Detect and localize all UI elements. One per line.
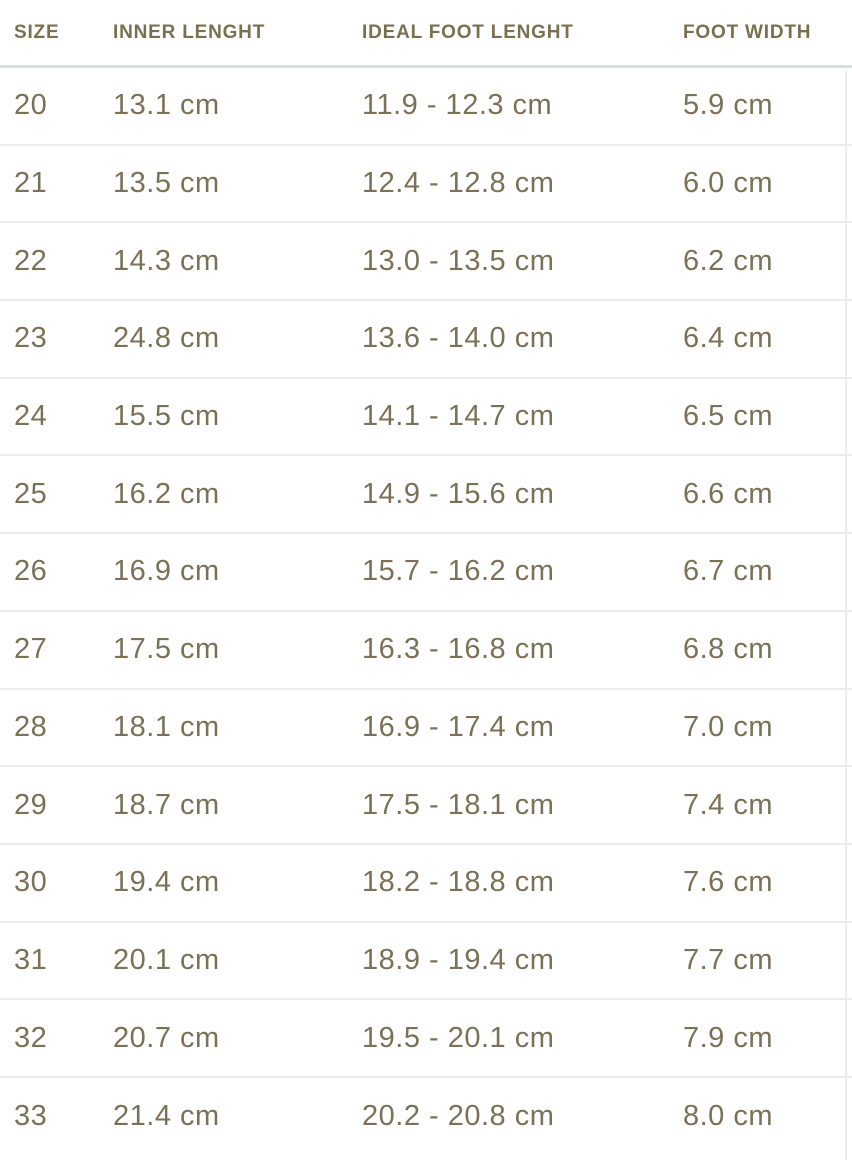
cell-size: 25	[14, 477, 48, 510]
cell-foot-width: 7.0 cm	[683, 710, 774, 743]
cell-foot-width: 7.6 cm	[683, 866, 774, 899]
cell-ideal-foot-length: 11.9 - 12.3 cm	[362, 89, 553, 122]
cell-ideal-foot-length: 13.0 - 13.5 cm	[362, 244, 555, 277]
cell-ideal-foot-length: 20.2 - 20.8 cm	[362, 1100, 555, 1133]
cell-foot-width: 7.9 cm	[683, 1021, 774, 1054]
cell-inner-length: 14.3 cm	[113, 244, 220, 277]
table-body	[0, 68, 852, 1156]
cell-foot-width: 6.8 cm	[683, 633, 774, 666]
cell-ideal-foot-length: 16.9 - 17.4 cm	[362, 710, 555, 743]
table-row	[0, 146, 852, 224]
cell-ideal-foot-length: 18.2 - 18.8 cm	[362, 866, 555, 899]
cell-size: 31	[14, 943, 48, 976]
cell-foot-width: 5.9 cm	[683, 89, 774, 122]
cell-inner-length: 17.5 cm	[113, 633, 220, 666]
cell-size: 26	[14, 555, 48, 588]
table-row	[0, 223, 852, 301]
cell-inner-length: 15.5 cm	[113, 400, 220, 433]
cell-foot-width: 6.5 cm	[683, 400, 774, 433]
cell-inner-length: 20.1 cm	[113, 943, 220, 976]
cell-size: 21	[14, 167, 48, 200]
cell-size: 29	[14, 788, 48, 821]
table-row	[0, 301, 852, 379]
cell-size: 20	[14, 89, 48, 122]
table-row	[0, 456, 852, 534]
cell-size: 28	[14, 710, 48, 743]
cell-ideal-foot-length: 14.1 - 14.7 cm	[362, 400, 555, 433]
cell-size: 24	[14, 400, 48, 433]
column-header-inner-length: INNER LENGHT	[113, 21, 266, 43]
table-row	[0, 845, 852, 923]
cell-ideal-foot-length: 14.9 - 15.6 cm	[362, 477, 555, 510]
cell-ideal-foot-length: 13.6 - 14.0 cm	[362, 322, 555, 355]
table-row	[0, 690, 852, 768]
cell-ideal-foot-length: 19.5 - 20.1 cm	[362, 1021, 555, 1054]
cell-ideal-foot-length: 17.5 - 18.1 cm	[362, 788, 555, 821]
cell-foot-width: 6.4 cm	[683, 322, 774, 355]
column-header-foot-width: FOOT WIDTH	[683, 21, 812, 43]
cell-ideal-foot-length: 12.4 - 12.8 cm	[362, 167, 555, 200]
cell-size: 32	[14, 1021, 48, 1054]
cell-foot-width: 7.7 cm	[683, 943, 774, 976]
table-row	[0, 379, 852, 457]
cell-foot-width: 6.6 cm	[683, 477, 774, 510]
table-row	[0, 1000, 852, 1078]
table-row	[0, 534, 852, 612]
cell-inner-length: 21.4 cm	[113, 1100, 220, 1133]
cell-size: 27	[14, 633, 48, 666]
table-row	[0, 923, 852, 1001]
column-header-size: SIZE	[14, 21, 60, 43]
cell-inner-length: 18.1 cm	[113, 710, 220, 743]
cell-ideal-foot-length: 18.9 - 19.4 cm	[362, 943, 555, 976]
cell-size: 23	[14, 322, 48, 355]
cell-inner-length: 24.8 cm	[113, 322, 220, 355]
table-row	[0, 68, 852, 146]
table-row	[0, 1078, 852, 1156]
cell-ideal-foot-length: 16.3 - 16.8 cm	[362, 633, 555, 666]
cell-size: 22	[14, 244, 48, 277]
cell-ideal-foot-length: 15.7 - 16.2 cm	[362, 555, 555, 588]
cell-inner-length: 13.1 cm	[113, 89, 220, 122]
cell-foot-width: 6.0 cm	[683, 167, 774, 200]
table-row	[0, 767, 852, 845]
cell-size: 30	[14, 866, 48, 899]
cell-foot-width: 6.2 cm	[683, 244, 774, 277]
cell-foot-width: 8.0 cm	[683, 1100, 774, 1133]
cell-inner-length: 16.9 cm	[113, 555, 220, 588]
cell-inner-length: 16.2 cm	[113, 477, 220, 510]
cell-foot-width: 7.4 cm	[683, 788, 774, 821]
table-header-row	[0, 0, 852, 68]
cell-inner-length: 18.7 cm	[113, 788, 220, 821]
cell-inner-length: 13.5 cm	[113, 167, 220, 200]
table-row	[0, 612, 852, 690]
cell-inner-length: 20.7 cm	[113, 1021, 220, 1054]
cell-foot-width: 6.7 cm	[683, 555, 774, 588]
cell-inner-length: 19.4 cm	[113, 866, 220, 899]
column-header-ideal-foot-length: IDEAL FOOT LENGHT	[362, 21, 574, 43]
cell-size: 33	[14, 1100, 48, 1133]
